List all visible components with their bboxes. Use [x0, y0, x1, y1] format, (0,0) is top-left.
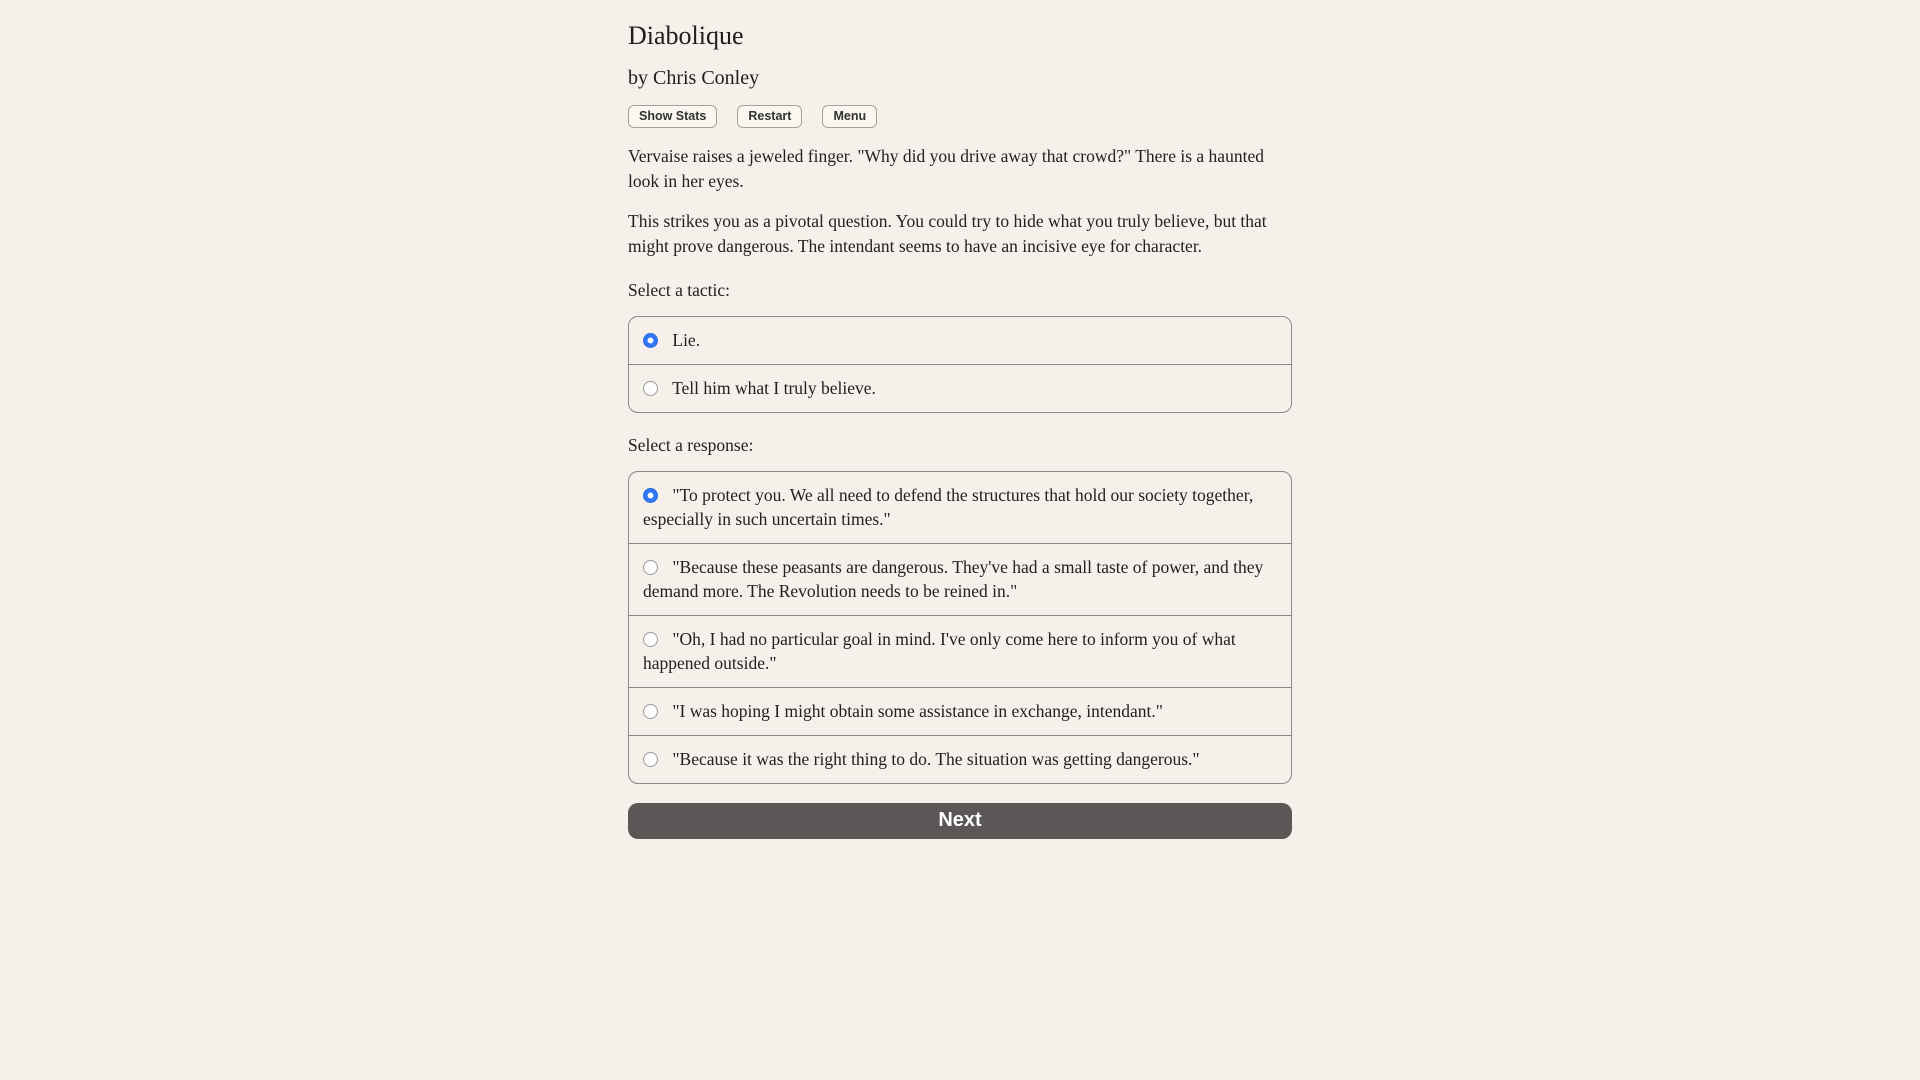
response-option-label: "Because these peasants are dangerous. They've had a small taste of power, and they demand more. The Revolution needs to be reined in." — [643, 557, 1264, 602]
tactic-option-group — [628, 316, 1292, 413]
response-option-label: "To protect you. We all need to defend the structures that hold our society together, especially in such uncertain times." — [643, 485, 1254, 530]
response-option-group — [628, 471, 1292, 784]
response-option-assistance[interactable] — [629, 687, 1291, 735]
response-radio-right-thing[interactable] — [643, 752, 658, 767]
tactic-option-truth[interactable] — [629, 364, 1291, 412]
restart-button[interactable]: Restart — [737, 105, 802, 128]
show-stats-button[interactable]: Show Stats — [628, 105, 717, 128]
next-button[interactable]: Next — [628, 803, 1292, 839]
response-radio-protect[interactable] — [643, 488, 658, 503]
response-option-protect[interactable] — [629, 472, 1291, 543]
response-option-peasants[interactable] — [629, 543, 1291, 615]
response-radio-assistance[interactable] — [643, 704, 658, 719]
story-paragraph-2: This strikes you as a pivotal question. You could try to hide what you truly believe, but that might prove dangerous. The intendant seems to have an incisive eye for character. — [628, 211, 1267, 256]
menu-button[interactable]: Menu — [822, 105, 877, 128]
response-option-label: "I was hoping I might obtain some assistance in exchange, intendant." — [672, 701, 1163, 722]
response-option-right-thing[interactable] — [629, 735, 1291, 783]
response-option-label: "Oh, I had no particular goal in mind. I've only come here to inform you of what happened outside." — [643, 629, 1236, 674]
tactic-radio-truth[interactable] — [643, 381, 658, 396]
tactic-option-lie[interactable] — [629, 317, 1291, 364]
response-radio-no-goal[interactable] — [643, 632, 658, 647]
tactic-option-label: Tell him what I truly believe. — [672, 378, 876, 399]
tactic-group-label: Select a tactic: — [628, 280, 731, 301]
page-byline: by Chris Conley — [628, 67, 760, 90]
page-title: Diabolique — [628, 21, 744, 50]
tactic-radio-lie[interactable] — [643, 333, 658, 348]
story-paragraph-1: Vervaise raises a jeweled finger. "Why did you drive away that crowd?" There is a haunted look in her eyes. — [628, 146, 1264, 191]
toolbar — [628, 105, 1292, 128]
response-radio-peasants[interactable] — [643, 560, 658, 575]
response-option-label: "Because it was the right thing to do. The situation was getting dangerous." — [672, 749, 1200, 770]
tactic-option-label: Lie. — [672, 330, 701, 351]
response-option-no-goal[interactable] — [629, 615, 1291, 687]
game-page — [628, 0, 1292, 839]
response-group-label: Select a response: — [628, 435, 754, 456]
